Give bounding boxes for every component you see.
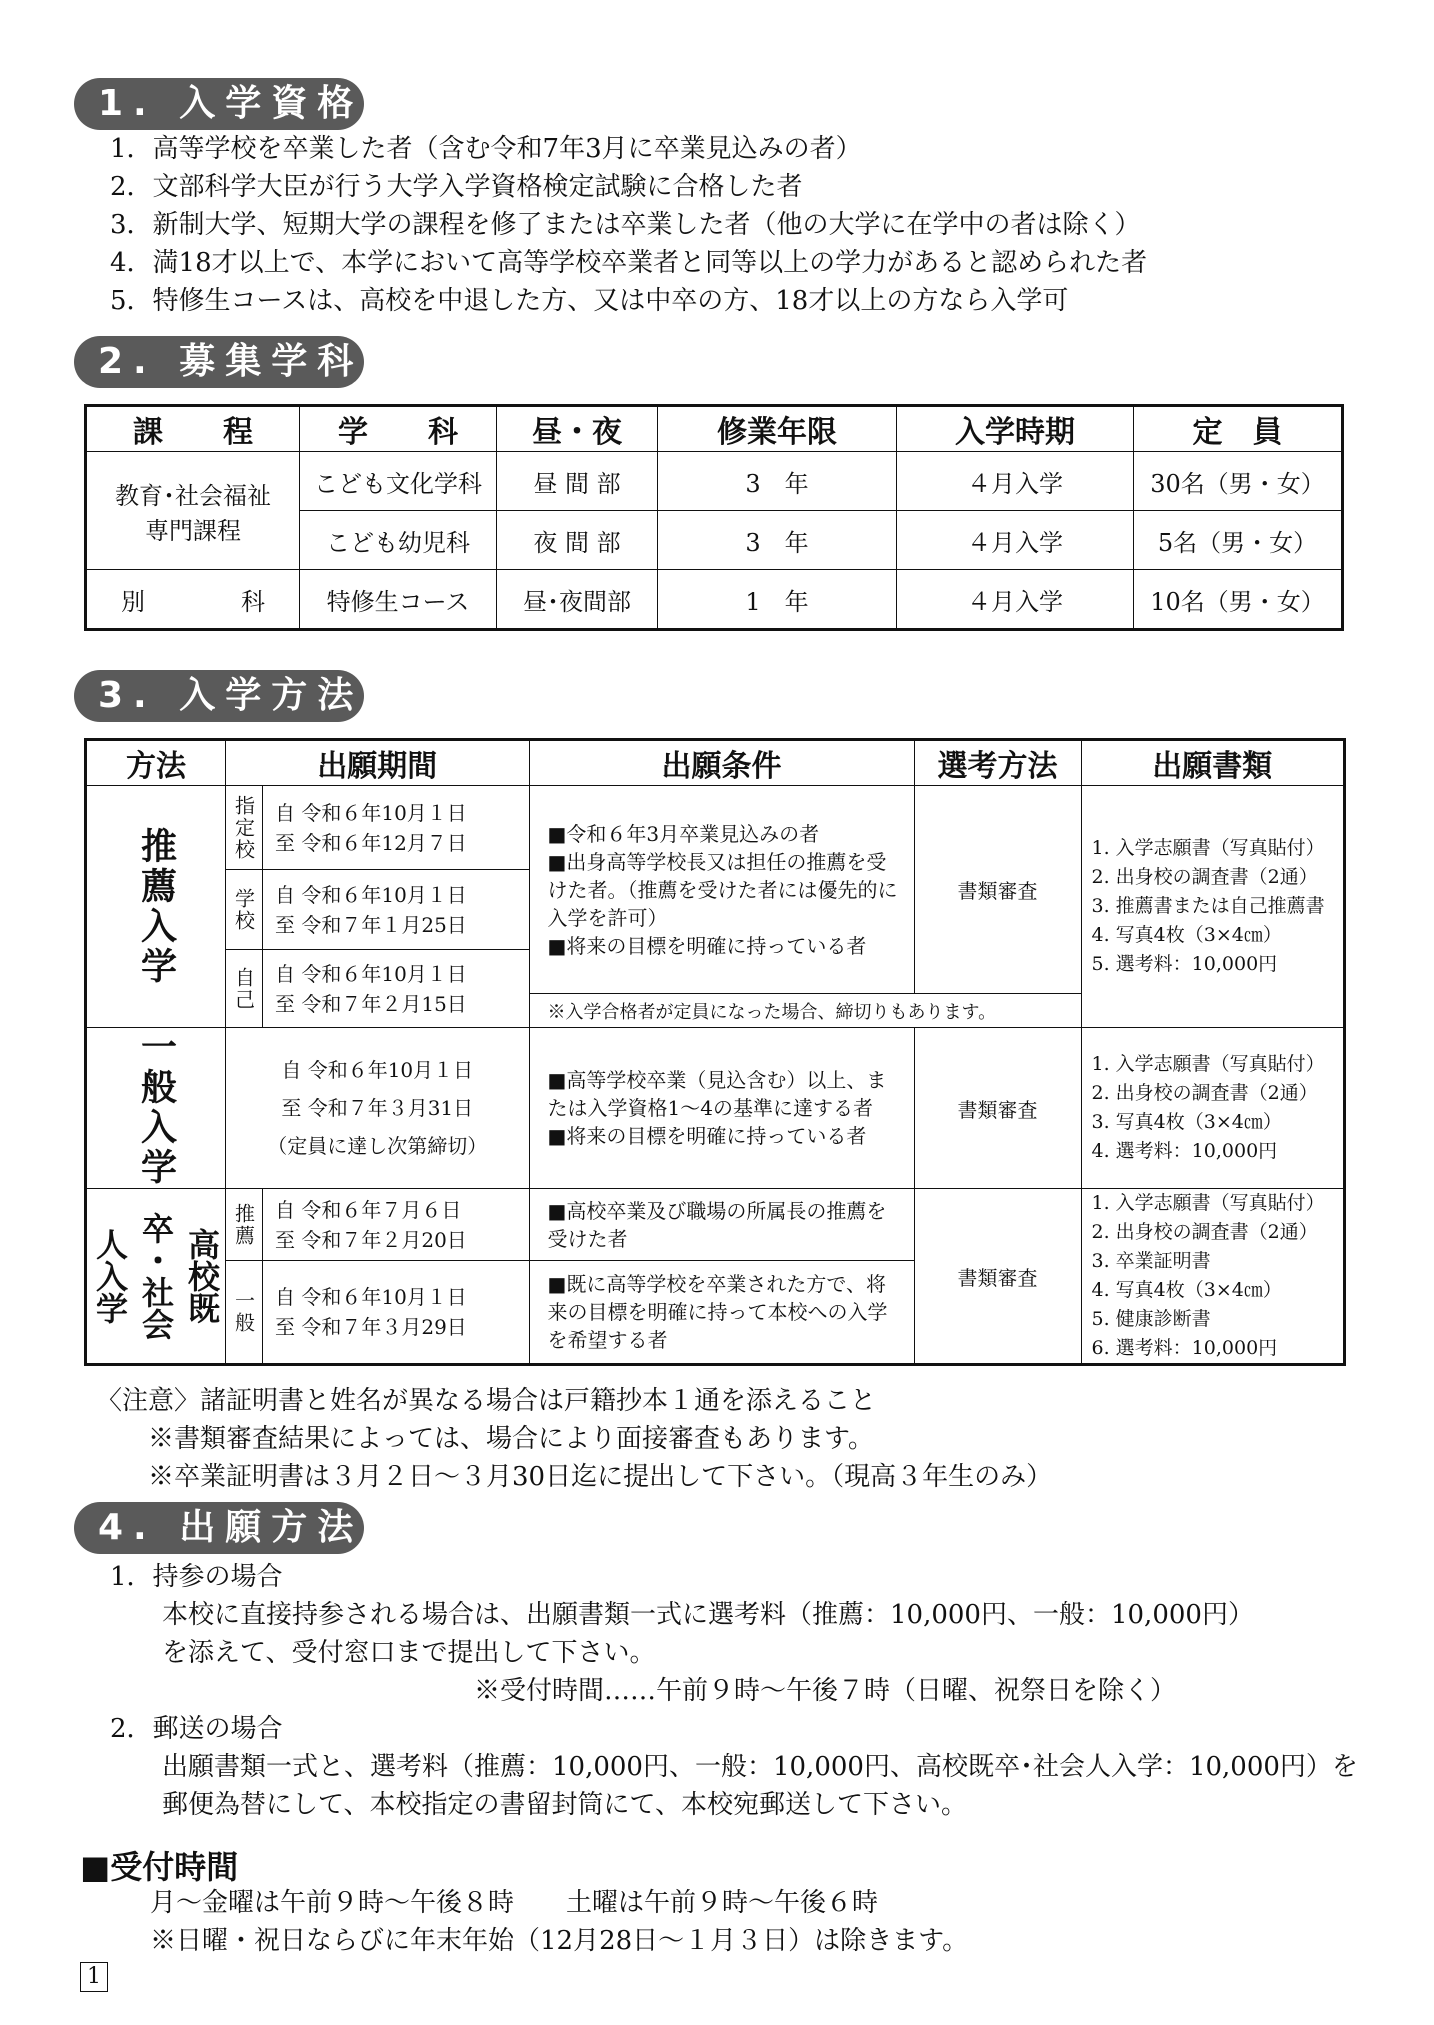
conditions-cell [529,1028,914,1189]
table-row [86,570,1343,630]
period-from: 自 令和６年10月１日 [275,800,467,825]
header-cell: 出願書類 [1081,740,1344,786]
admission-notes [96,1382,1052,1496]
condition-item: ■将来の目標を明確に持っている者 [547,1124,867,1148]
reception-heading: ■受付時間 [80,1848,239,1886]
capacity-cell: 10名（男・女） [1134,570,1343,630]
method-label: 高校既卒・社会人入学 [91,1212,221,1340]
entry-cell: ４月入学 [897,452,1134,511]
period-note: （定員に達し次第締切） [267,1134,488,1158]
method-label: 推薦入学 [135,826,177,987]
note-line: ※卒業証明書は３月２日～３月30日迄に提出して下さい。（現高３年生のみ） [96,1462,1053,1492]
method-label-cell [86,1189,226,1365]
method-label-cell [86,1028,226,1189]
sub-label-cell [226,950,263,1028]
dept-cell: 特修生コース [300,570,497,630]
method-label: 一般入学 [135,1028,177,1188]
text-line: 出願書類一式と、選考料（推薦：10,000円、一般：10,000円、高校既卒･社会人入学：10,000円）を [110,1752,1358,1782]
table-row [86,1189,1345,1261]
document-item: 2. 出身校の調査書（2通） [1091,1221,1318,1243]
time-cell: 夜 間 部 [497,511,658,570]
section-4-text [110,1558,1358,1824]
dept-cell: こども幼児科 [300,511,497,570]
note-line: ※書類審査結果によっては、場合により面接審査もあります。 [96,1424,874,1454]
header-cell: 方法 [86,740,226,786]
period-from: 自 令和６年10月１日 [281,1058,474,1082]
qualification-item: 5．特修生コースは、高校を中退した方、又は中卒の方、18才以上の方なら入学可 [110,286,1069,316]
document-item: 1. 入学志願書（写真貼付） [1091,1192,1325,1214]
header-cell: 入学時期 [897,406,1134,452]
method-label-cell [86,786,226,1028]
text-line: を添えて、受付窓口まで提出して下さい。 [110,1638,656,1668]
sub-label: 自己 [231,966,256,1011]
years-cell: 3 年 [658,511,897,570]
document-item: 2. 出身校の調査書（2通） [1091,1082,1318,1104]
header-cell: 修業年限 [658,406,897,452]
text-line: 郵便為替にして、本校指定の書留封筒にて、本校宛郵送して下さい。 [110,1790,967,1820]
period-from: 自 令和６年10月１日 [275,882,467,907]
text-line: 月～金曜は午前９時～午後８時 土曜は午前９時～午後６時 [150,1888,879,1918]
document-item: 5. 選考料：10,000円 [1091,953,1278,975]
condition-item: ■出身高等学校長又は担任の推薦を受けた者。（推薦を受けた者には優先的に入学を許可） [547,849,898,930]
period-cell [263,870,530,950]
table-header-row [86,740,1345,786]
note-line: 〈注意〉諸証明書と姓名が異なる場合は戸籍抄本１通を添えること [96,1386,877,1416]
qualification-item: 3．新制大学、短期大学の課程を修了または卒業した者（他の大学に在学中の者は除く） [110,210,1141,240]
text-line: 2．郵送の場合 [110,1714,283,1744]
entry-cell: ４月入学 [897,511,1134,570]
dept-cell: こども文化学科 [300,452,497,511]
sub-label-cell [226,1261,263,1365]
qualification-item: 1．高等学校を卒業した者（含む令和7年3月に卒業見込みの者） [110,134,862,164]
document-item: 4. 写真4枚（3×4㎝） [1091,924,1282,946]
page-number: 1 [80,1962,108,1992]
period-to: 至 令和７年２月15日 [275,991,467,1016]
qualification-item: 2．文部科学大臣が行う大学入学資格検定試験に合格した者 [110,172,803,202]
departments-table [84,404,1344,631]
sub-label-cell [226,786,263,870]
document-item: 3. 写真4枚（3×4㎝） [1091,1111,1282,1133]
selection-method-cell: 書類審査 [914,1189,1081,1365]
document-item: 4. 選考料：10,000円 [1091,1140,1278,1162]
condition-item: ■高等学校卒業（見込含む）以上、または入学資格1～4の基準に達する者 [547,1068,887,1120]
period-cell [263,950,530,1028]
documents-cell [1081,786,1344,1028]
document-item: 3. 卒業証明書 [1091,1250,1211,1272]
section-1-list [110,130,1147,320]
header-cell: 学 科 [300,406,497,452]
text-line: 本校に直接持参される場合は、出願書類一式に選考料（推薦：10,000円、一般：10,000円） [110,1600,1254,1630]
entry-cell: ４月入学 [897,570,1134,630]
text-line: ※受付時間……午前９時～午後７時（日曜、祝祭日を除く） [110,1676,1177,1706]
table-row [86,452,1343,511]
period-to: 至 令和７年１月25日 [275,912,467,937]
header-cell: 定 員 [1134,406,1343,452]
deadline-note: ※入学合格者が定員になった場合、締切りもあります。 [529,994,1081,1028]
condition-item: ■令和６年3月卒業見込みの者 [547,821,820,846]
documents-cell [1081,1028,1344,1189]
period-cell [263,1261,530,1365]
sub-label: 推薦 [231,1202,256,1247]
period-to: 至 令和７年３月29日 [275,1315,467,1339]
document-item: 5. 健康診断書 [1091,1308,1211,1330]
period-cell [226,1028,530,1189]
years-cell: 1 年 [658,570,897,630]
time-cell: 昼･夜間部 [497,570,658,630]
section-2-heading: 2. 募集学科 [74,336,364,388]
capacity-cell: 30名（男・女） [1134,452,1343,511]
header-cell: 昼・夜 [497,406,658,452]
period-from: 自 令和６年10月１日 [275,961,467,986]
document-item: 1. 入学志願書（写真貼付） [1091,837,1325,859]
period-to: 至 令和７年２月20日 [275,1227,467,1252]
document-item: 1. 入学志願書（写真貼付） [1091,1053,1325,1075]
period-to: 至 令和６年12月７日 [275,830,467,855]
capacity-cell: 5名（男・女） [1134,511,1343,570]
selection-method-cell: 書類審査 [914,786,1081,994]
section-4-heading: 4. 出願方法 [74,1502,364,1554]
condition-item: ■将来の目標を明確に持っている者 [547,933,867,958]
sub-label-cell [226,1189,263,1261]
time-cell: 昼 間 部 [497,452,658,511]
text-line: 1．持参の場合 [110,1562,283,1592]
conditions-cell: ■高校卒業及び職場の所属長の推薦を受けた者 [529,1189,914,1261]
header-cell: 出願期間 [226,740,530,786]
table-header-row [86,406,1343,452]
conditions-cell [529,786,914,994]
period-from: 自 令和６年７月６日 [275,1197,462,1222]
years-cell: 3 年 [658,452,897,511]
period-to: 至 令和７年３月31日 [281,1096,474,1120]
table-row [86,1028,1345,1189]
document-item: 2. 出身校の調査書（2通） [1091,866,1318,888]
period-cell [263,1189,530,1261]
sub-label-cell [226,870,263,950]
document-item: 3. 推薦書または自己推薦書 [1091,895,1325,917]
selection-method-cell: 書類審査 [914,1028,1081,1189]
sub-label: 一般 [231,1290,256,1334]
period-cell [263,786,530,870]
conditions-cell: ■既に高等学校を卒業された方で、将来の目標を明確に持って本校への入学を希望する者 [529,1261,914,1365]
text-line: ※日曜・祝日ならびに年末年始（12月28日～１月３日）は除きます。 [150,1926,969,1956]
reception-text [150,1884,968,1960]
section-1-heading: 1. 入学資格 [74,78,364,130]
course-cell: 別 科 [86,570,300,630]
document-item: 6. 選考料：10,000円 [1091,1337,1278,1359]
qualification-item: 4．満18才以上で、本学において高等学校卒業者と同等以上の学力があると認められた者 [110,248,1148,278]
document-item: 4. 写真4枚（3×4㎝） [1091,1279,1282,1301]
sub-label: 学校 [231,887,256,932]
period-from: 自 令和６年10月１日 [275,1285,467,1309]
header-cell: 出願条件 [529,740,914,786]
course-cell: 教育･社会福祉専門課程 [86,452,300,570]
header-cell: 選考方法 [914,740,1081,786]
header-cell: 課 程 [86,406,300,452]
table-row [86,786,1345,870]
admission-methods-table [84,738,1346,1366]
section-3-heading: 3. 入学方法 [74,670,364,722]
documents-cell [1081,1189,1344,1365]
sub-label: 指定校 [231,794,256,861]
